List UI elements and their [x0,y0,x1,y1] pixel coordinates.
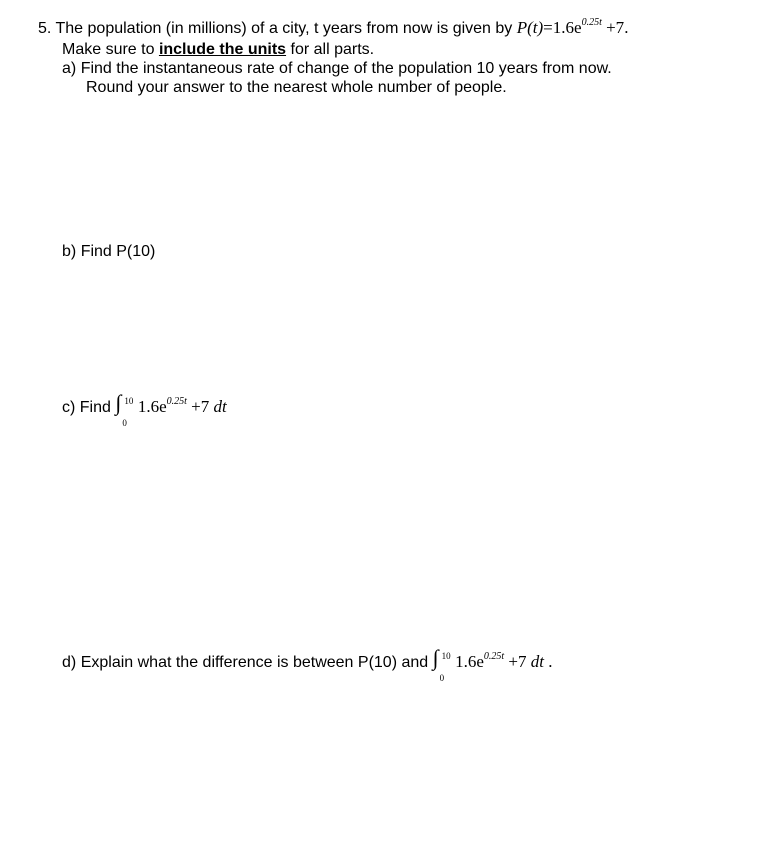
integral-expression-d: $1.6e^{0.25t} +7$ dt . [455,651,553,672]
part-c [62,390,227,428]
integral-expression: $1.6e^{0.25t} +7$ dt [137,396,227,417]
part-b-label: b) [62,243,77,260]
part-a [62,59,612,79]
population-formula: $P(t)=1.6e^{0.25t} +7$. [516,17,629,37]
part-a-text: Find the instantaneous rate of change of the population 10 years from now. [80,60,612,77]
part-d-label: d) [62,654,77,672]
part-b-text: Find P(10) [80,243,156,260]
part-b [62,242,155,262]
part-d [62,645,553,683]
integral-sign-d: ∫ 10 0 [432,645,451,683]
integral-sign: ∫ 10 0 [115,390,134,428]
part-a-label: a) [62,60,77,77]
units-instruction: Make sure to include the units for all parts. [62,41,375,58]
part-a-line2: Round your answer to the nearest whole number of people. [86,79,507,96]
part-d-text: Explain what the difference is between P(10) and [80,654,429,672]
units-emphasis: include the units [158,41,287,58]
question-number: 5. [38,20,52,37]
question-intro: The population (in millions) of a city, t years from now is given by [55,20,513,37]
part-c-text: Find [79,399,111,417]
part-c-label: c) [62,399,76,417]
question-line [38,18,628,41]
